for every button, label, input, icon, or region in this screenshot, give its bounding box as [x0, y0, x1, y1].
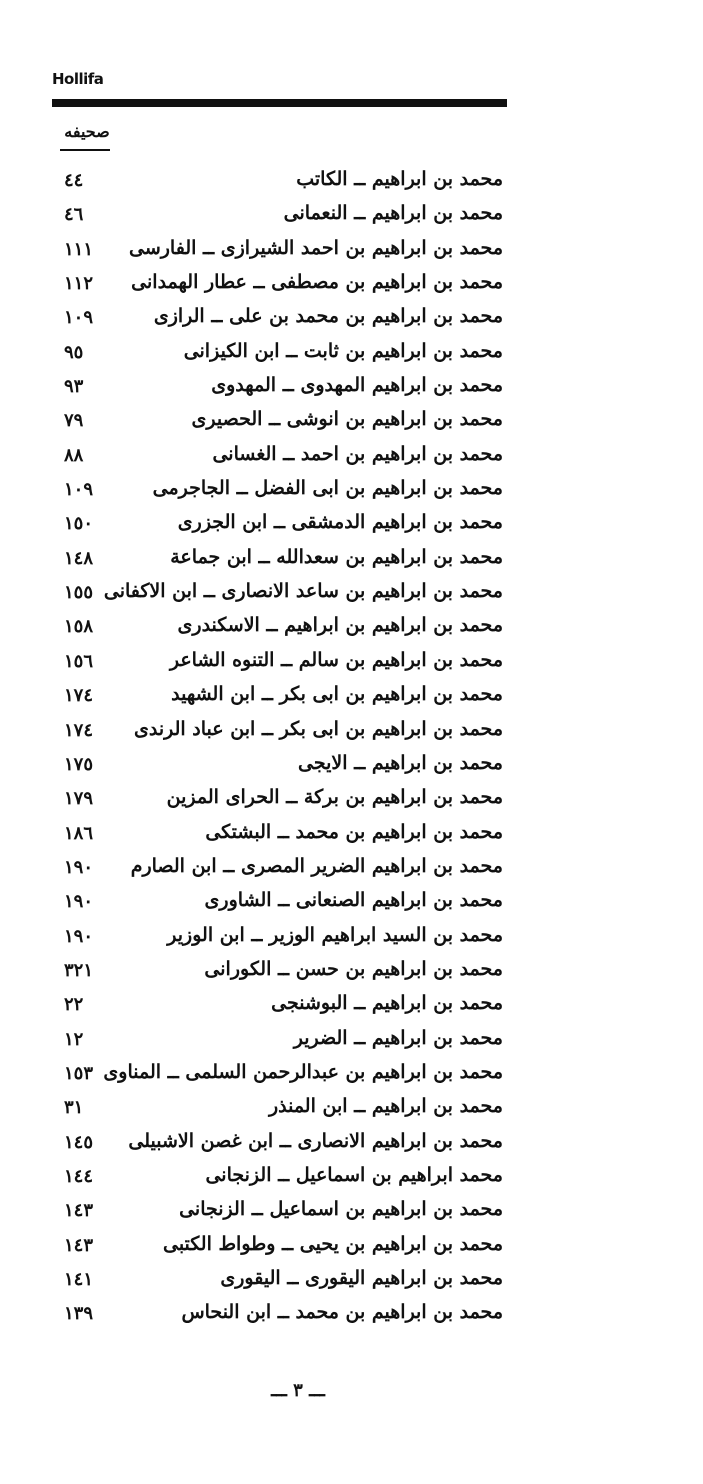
entry-page-number: ١٧٤	[64, 719, 94, 741]
index-entry-row	[0, 1089, 703, 1123]
index-entry-row	[0, 505, 703, 539]
entry-page-number: ٤٦	[64, 204, 84, 226]
index-entry-row	[0, 849, 703, 883]
entry-page-number: ١٠٩	[64, 479, 94, 501]
entry-name: محمد بن ابراهيم بن احمد الشيرازى ــ الفارسى	[128, 236, 503, 259]
entry-page-number: ١٧٩	[64, 788, 94, 810]
entry-page-number: ٢٢	[64, 994, 84, 1016]
entry-name: محمد بن ابراهيم الانصارى ــ ابن غصن الاشبيلى	[128, 1129, 503, 1152]
index-entry-row	[0, 643, 703, 677]
page-number: ـــ ٣ ـــ	[271, 1380, 325, 1401]
entry-name: محمد بن ابراهيم المهدوى ــ المهدوى	[211, 374, 503, 397]
index-entry-row	[0, 780, 703, 814]
entry-name: محمد بن ابراهيم بن سالم ــ التنوه الشاعر	[169, 648, 503, 671]
entry-name: محمد بن ابراهيم بن يحيى ــ وطواط الكتبى	[162, 1232, 503, 1255]
entry-page-number: ١٩٠	[64, 925, 94, 947]
running-header: Hollifa	[52, 70, 104, 88]
entry-name: محمد بن ابراهيم ــ الايجى	[298, 751, 503, 774]
index-entry-row	[0, 918, 703, 952]
entry-name: محمد بن ابراهيم بن محمد ــ البشتكى	[205, 820, 503, 843]
entry-name: محمد بن ابراهيم بن محمد بن على ــ الرازى	[153, 305, 503, 328]
entry-name: محمد بن ابراهيم بن ابى بكر ــ ابن الشهيد	[171, 683, 503, 706]
entry-page-number: ١٠٩	[64, 307, 94, 329]
index-entry-row	[0, 986, 703, 1020]
entry-page-number: ٩٥	[64, 341, 84, 363]
entry-name: محمد بن ابراهيم ــ الكاتب	[296, 168, 503, 190]
entry-page-number: ١٥٥	[64, 582, 94, 604]
entry-name: محمد بن ابراهيم بن اسماعيل ــ الزنجانى	[179, 1198, 503, 1221]
index-entry-row	[0, 1261, 703, 1295]
entry-name: محمد بن ابراهيم بن بركة ــ الحراى المزين	[166, 786, 503, 809]
index-entry-row	[0, 162, 703, 196]
index-entry-row	[0, 1295, 703, 1329]
index-entry-row	[0, 540, 703, 574]
entry-page-number: ١٣٩	[64, 1303, 94, 1325]
index-entry-row	[0, 815, 703, 849]
entry-page-number: ٤٤	[64, 170, 84, 191]
entry-name: محمد بن ابراهيم اليقورى ــ اليقورى	[220, 1267, 503, 1289]
entry-page-number: ١٢	[64, 1028, 84, 1050]
index-entry-row	[0, 883, 703, 917]
entry-name: محمد بن ابراهيم ــ البوشنجى	[271, 992, 503, 1015]
index-entry-row	[0, 1227, 703, 1261]
entry-page-number: ٩٣	[64, 376, 84, 398]
entry-page-number: ١٥٦	[64, 650, 94, 672]
index-entry-row	[0, 1124, 703, 1158]
entry-page-number: ٨٨	[64, 444, 84, 466]
index-entry-row	[0, 402, 703, 436]
index-entry-row	[0, 608, 703, 642]
entry-name: محمد بن ابراهيم بن عبدالرحمن السلمى ــ المناوى	[103, 1060, 503, 1083]
entry-name: محمد بن ابراهيم بن محمد ــ ابن النحاس	[181, 1301, 503, 1324]
entry-page-number: ٣١	[64, 1097, 84, 1119]
entry-page-number: ١٩٠	[64, 856, 94, 878]
index-entry-row	[0, 1055, 703, 1089]
entry-page-number: ١٥٨	[64, 616, 94, 638]
entry-page-number: ١٥٠	[64, 513, 94, 535]
entry-page-number: ١٤٣	[64, 1200, 94, 1222]
entry-name: محمد بن ابراهيم بن احمد ــ الغسانى	[212, 442, 503, 465]
index-entry-row	[0, 1192, 703, 1226]
entry-name: محمد بن ابراهيم بن ثابت ــ ابن الكيزانى	[183, 339, 503, 362]
index-entry-row	[0, 334, 703, 368]
entry-name: محمد بن ابراهيم بن سعدالله ــ ابن جماعة	[170, 545, 503, 568]
index-entries-list	[0, 162, 703, 1330]
entry-page-number: ١٩٠	[64, 891, 94, 913]
index-entry-row	[0, 368, 703, 402]
entry-page-number: ١٤٨	[64, 547, 94, 569]
entry-name: محمد بن ابراهيم بن ابراهيم ــ الاسكندرى	[177, 614, 503, 637]
entry-name: محمد بن السيد ابراهيم الوزير ــ ابن الوزير	[167, 923, 503, 946]
page-column-header: صحيفه	[64, 122, 110, 141]
index-entry-row	[0, 1021, 703, 1055]
entry-name: محمد بن ابراهيم الدمشقى ــ ابن الجزرى	[177, 511, 503, 534]
entry-page-number: ١٤١	[64, 1269, 94, 1290]
header-rule	[52, 99, 507, 107]
entry-name: محمد بن ابراهيم بن ابى الفضل ــ الجاجرمى	[152, 477, 503, 500]
entry-page-number: ٣٢١	[64, 959, 94, 981]
entry-name: محمد بن ابراهيم الصنعانى ــ الشاورى	[204, 889, 503, 912]
entry-name: محمد بن ابراهيم بن انوشى ــ الحصيرى	[191, 408, 503, 431]
index-entry-row	[0, 1158, 703, 1192]
index-entry-row	[0, 299, 703, 333]
entry-page-number: ١٤٣	[64, 1234, 94, 1256]
index-entry-row	[0, 265, 703, 299]
entry-name: محمد بن ابراهيم بن ساعد الانصارى ــ ابن الاكفانى	[103, 580, 503, 603]
index-entry-row	[0, 712, 703, 746]
index-entry-row	[0, 746, 703, 780]
index-entry-row	[0, 196, 703, 230]
entry-name: محمد بن ابراهيم ــ الضرير	[293, 1026, 503, 1049]
entry-name: محمد بن ابراهيم بن ابى بكر ــ ابن عباد الرندى	[134, 717, 503, 740]
entry-page-number: ١٤٤	[64, 1165, 94, 1187]
entry-page-number: ١١٢	[64, 273, 94, 295]
entry-name: محمد بن ابراهيم الضرير المصرى ــ ابن الصارم	[130, 854, 503, 877]
index-entry-row	[0, 952, 703, 986]
index-entry-row	[0, 231, 703, 265]
entry-page-number: ١٧٥	[64, 753, 94, 775]
entry-page-number: ١٧٤	[64, 685, 94, 707]
entry-page-number: ٧٩	[64, 410, 84, 432]
entry-name: محمد بن ابراهيم بن مصطفى ــ عطار الهمدانى	[131, 271, 503, 294]
column-header-underline	[60, 149, 110, 151]
entry-name: محمد ابراهيم بن اسماعيل ــ الزنجانى	[205, 1163, 503, 1186]
entry-page-number: ١٥٣	[64, 1062, 94, 1084]
index-entry-row	[0, 471, 703, 505]
index-entry-row	[0, 574, 703, 608]
entry-name: محمد بن ابراهيم بن حسن ــ الكورانى	[204, 957, 503, 980]
entry-name: محمد بن ابراهيم ــ ابن المنذر	[268, 1095, 503, 1118]
entry-page-number: ١٤٥	[64, 1131, 94, 1153]
entry-name: محمد بن ابراهيم ــ النعمانى	[283, 202, 503, 225]
index-entry-row	[0, 437, 703, 471]
entry-page-number: ١٨٦	[64, 822, 94, 844]
entry-page-number: ١١١	[64, 238, 94, 260]
index-entry-row	[0, 677, 703, 711]
